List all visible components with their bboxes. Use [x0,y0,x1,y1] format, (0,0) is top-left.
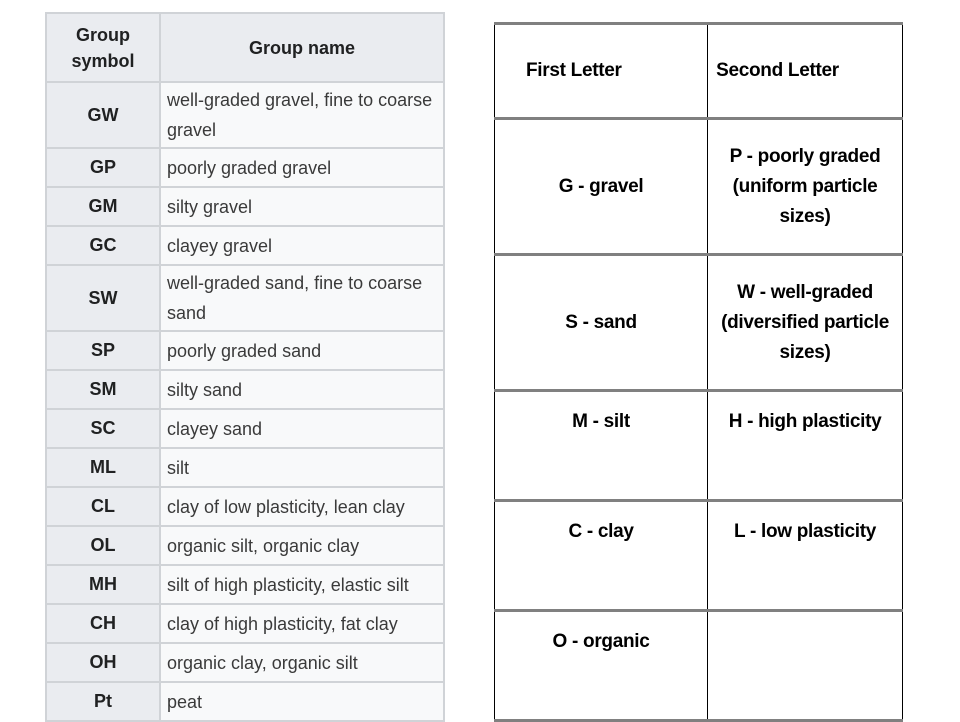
group-symbol-cell: OL [46,526,160,565]
group-name-cell: well-graded gravel, fine to coarse gravel [160,82,444,148]
group-name-cell: peat [160,682,444,721]
group-symbol-cell: Pt [46,682,160,721]
column-header-group-name: Group name [160,13,444,82]
table-row [495,255,903,391]
group-name-cell: clayey gravel [160,226,444,265]
second-letter-cell: L - low plasticity [708,501,903,611]
first-letter-cell: S - sand [495,255,708,391]
table-header-row [46,13,444,82]
table-row [46,187,444,226]
group-name-cell: organic clay, organic silt [160,643,444,682]
group-name-cell: poorly graded gravel [160,148,444,187]
group-name-cell: silty sand [160,370,444,409]
second-letter-cell: H - high plasticity [708,391,903,501]
group-name-cell: silt [160,448,444,487]
table-row [46,265,444,331]
group-name-cell: organic silt, organic clay [160,526,444,565]
group-name-cell: silty gravel [160,187,444,226]
group-symbol-cell: GP [46,148,160,187]
table-row [46,487,444,526]
column-header-second-letter: Second Letter [708,24,903,119]
group-name-cell: silt of high plasticity, elastic silt [160,565,444,604]
group-symbol-cell: CL [46,487,160,526]
table-row [495,391,903,501]
group-symbol-cell: SM [46,370,160,409]
second-letter-cell [708,611,903,721]
group-symbol-cell: MH [46,565,160,604]
group-symbol-cell: SW [46,265,160,331]
group-name-cell: clayey sand [160,409,444,448]
table-row [46,409,444,448]
group-symbol-cell: GM [46,187,160,226]
column-header-first-letter: First Letter [495,24,708,119]
first-letter-cell: G - gravel [495,119,708,255]
table-row [46,604,444,643]
table-row [46,226,444,265]
first-letter-cell: C - clay [495,501,708,611]
first-letter-cell: M - silt [495,391,708,501]
column-header-group-symbol: Group symbol [46,13,160,82]
table-row [46,82,444,148]
table-row [46,526,444,565]
table-header-row [495,24,903,119]
second-letter-cell: P - poorly graded (uniform particle sizes) [708,119,903,255]
second-letter-cell: W - well-graded (diversified particle sizes) [708,255,903,391]
table-row [46,643,444,682]
table-row [495,501,903,611]
table-row [46,682,444,721]
table-row [495,119,903,255]
table-row [495,611,903,721]
group-name-cell: clay of high plasticity, fat clay [160,604,444,643]
table-row [46,148,444,187]
table-row [46,448,444,487]
group-symbol-cell: GW [46,82,160,148]
group-symbol-cell: OH [46,643,160,682]
group-symbol-cell: GC [46,226,160,265]
table-row [46,331,444,370]
uscs-group-symbol-table [45,12,445,722]
letter-meaning-table [494,22,903,722]
group-name-cell: well-graded sand, fine to coarse sand [160,265,444,331]
group-name-cell: clay of low plasticity, lean clay [160,487,444,526]
group-symbol-cell: SC [46,409,160,448]
group-symbol-cell: ML [46,448,160,487]
group-symbol-cell: SP [46,331,160,370]
group-name-cell: poorly graded sand [160,331,444,370]
table-row [46,370,444,409]
group-symbol-cell: CH [46,604,160,643]
table-row [46,565,444,604]
first-letter-cell: O - organic [495,611,708,721]
